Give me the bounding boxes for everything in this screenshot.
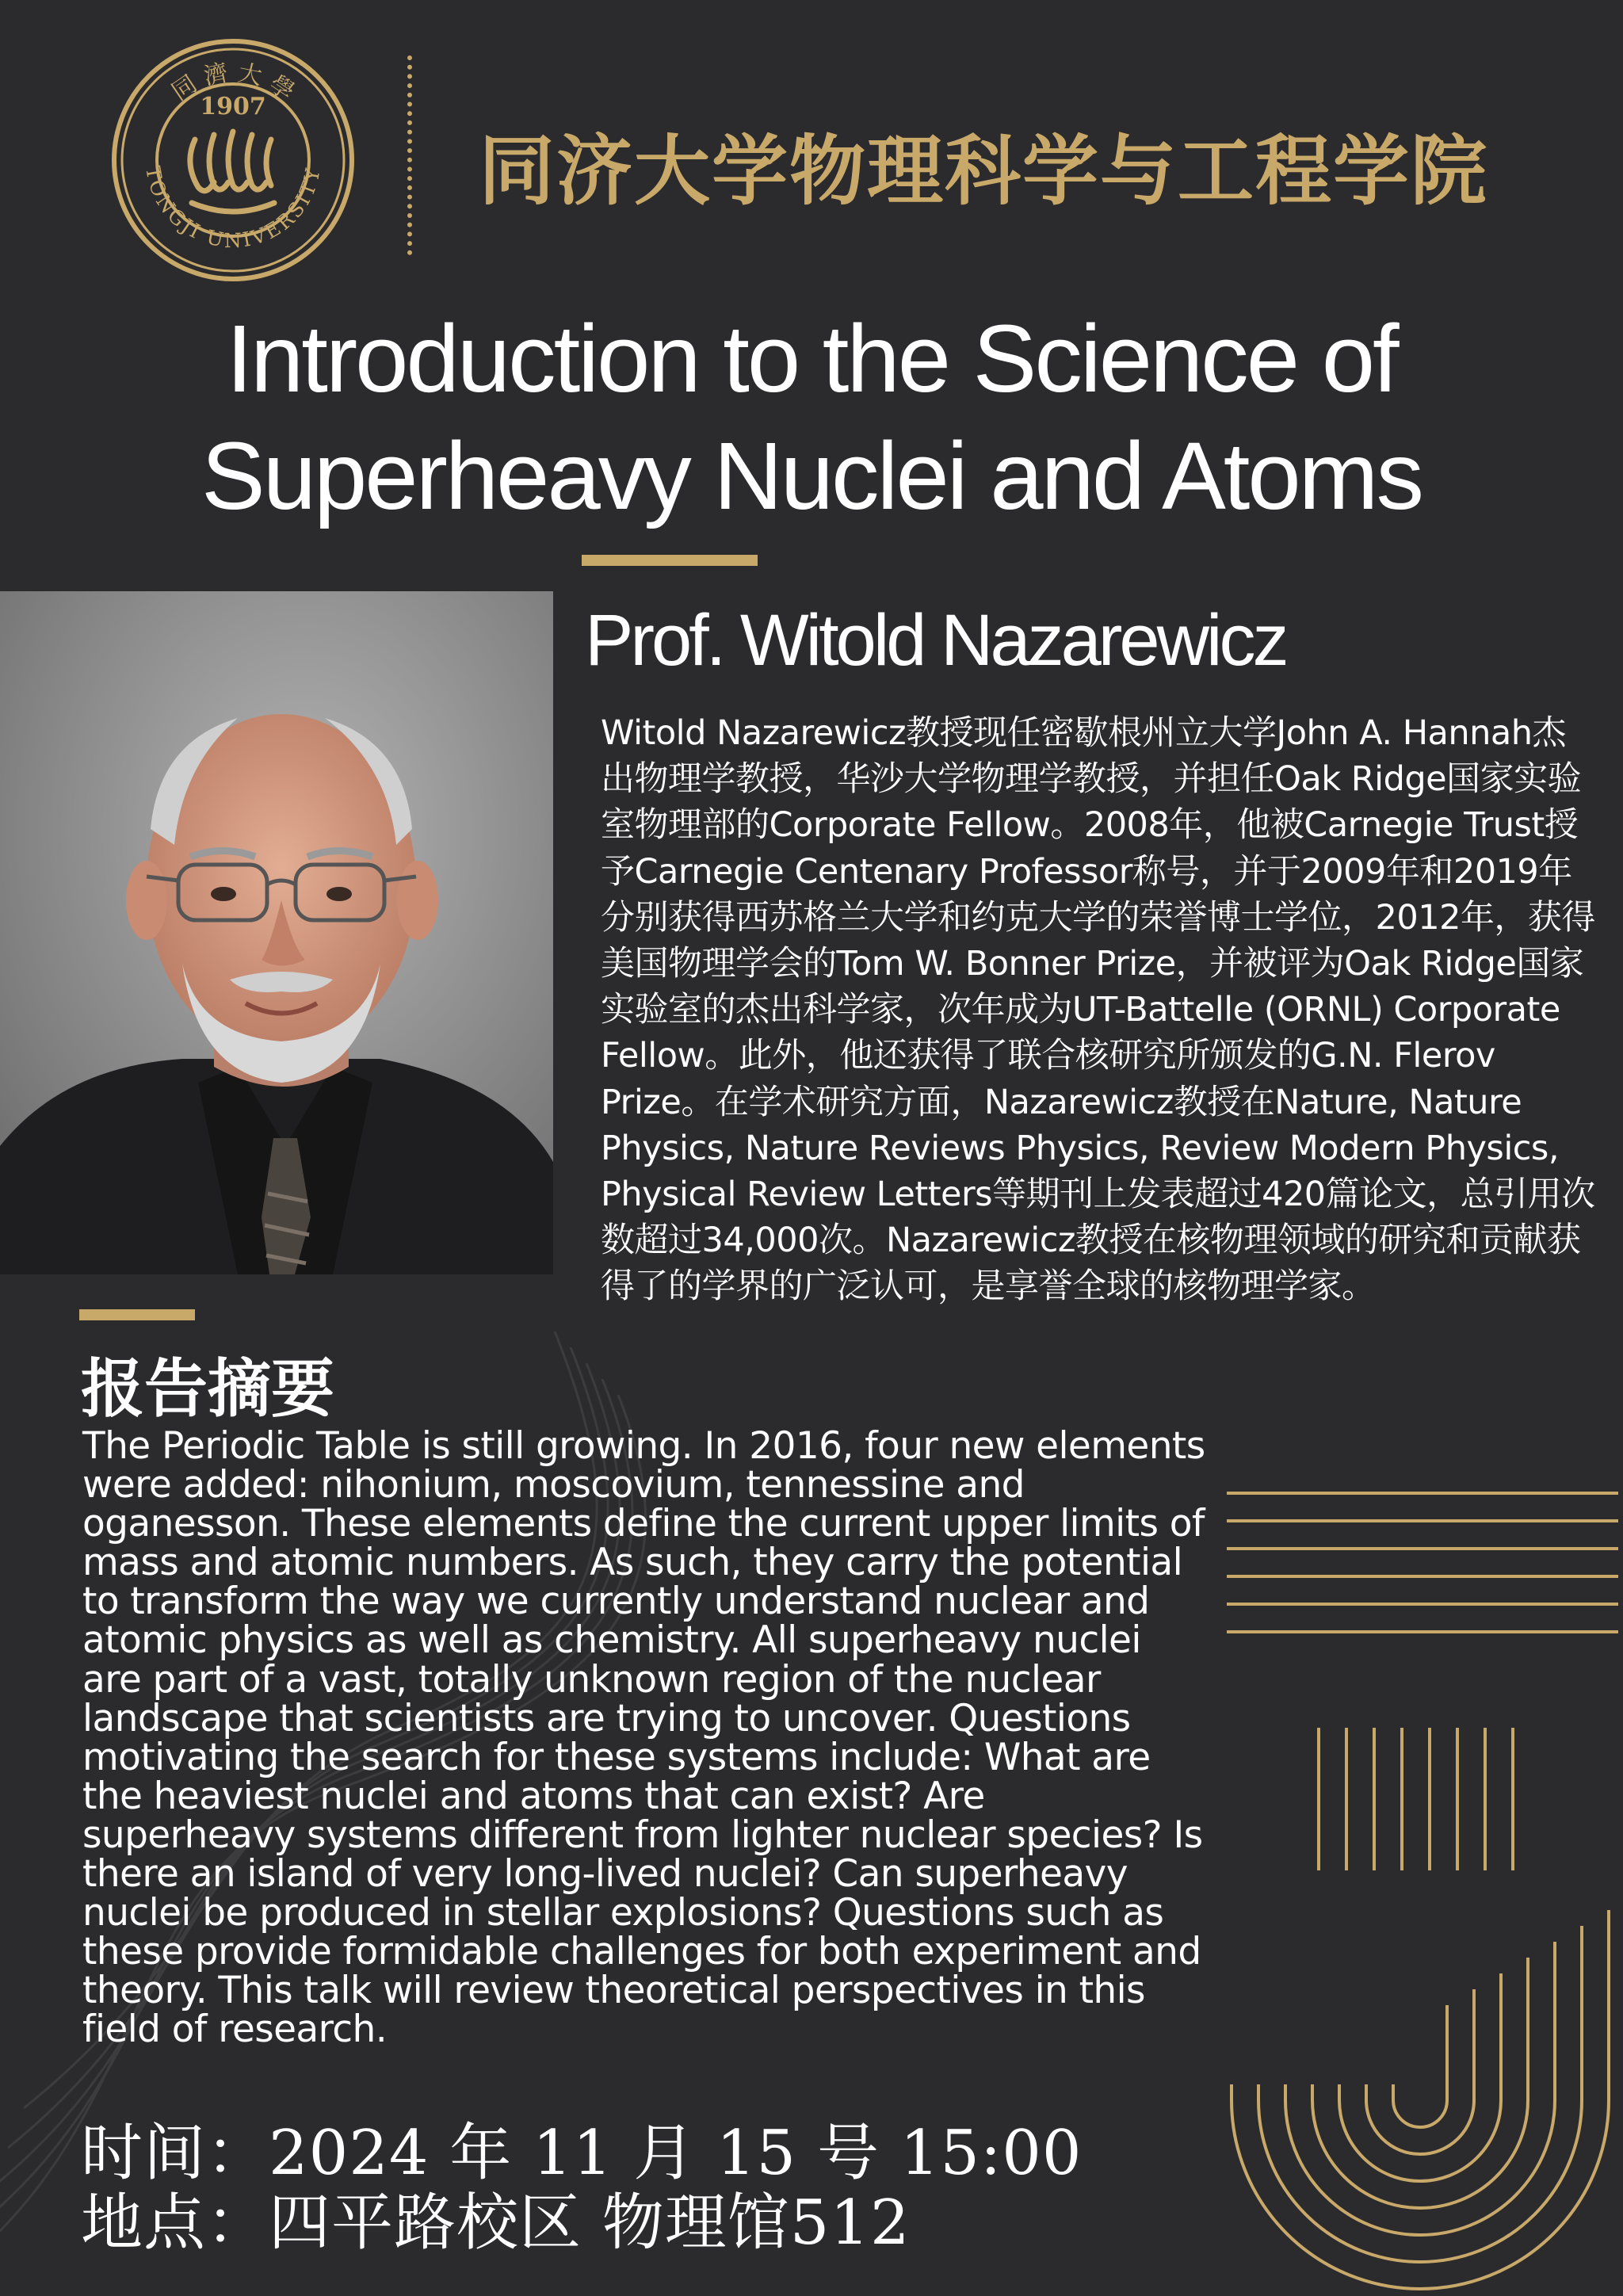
- talk-title: [0, 300, 1623, 534]
- concentric-arcs-decoration: [1227, 1910, 1623, 2296]
- abstract-text: The Periodic Table is still growing. In 2016, four new elements were added: nihonium, moscovium, tennessine and oganesson. These elements define the current upper limits of mass and atomic numbers. As such, they carry the potential to transform the way we currently understand nuclear and atomic physics as well as chemistry. All superheavy nuclei are part of a vast, totally unknown region of the nuclear landscape that scientists are trying to uncover. Questions motivating the search for these systems include: What are the heaviest nuclei and atoms that can exist? Are superheavy systems different from lighter nuclear species? Is there an island of very long-lived nuclei? Can superheavy nuclei be produced in stellar explosions? Questions such as these provide formidable challenges for both experiment and theory. This talk will review theoretical perspectives in this field of research.: [82, 1424, 1205, 2052]
- event-time: 时间：2024 年 11 月 15 号 15:00: [81, 2118, 1083, 2189]
- tongji-university-logo: [109, 36, 357, 284]
- title-underline: [582, 555, 758, 566]
- event-venue: 地点：四平路校区 物理馆512: [81, 2187, 911, 2259]
- abstract-heading-bar: [79, 1309, 195, 1320]
- logo-chinese-name: 同 濟 大 學: [166, 59, 300, 107]
- logo-emblem-icon: [190, 132, 274, 212]
- speaker-photo: [0, 591, 553, 1274]
- logo-year: 1907: [200, 93, 266, 120]
- speaker-name: Prof. Witold Nazarewicz: [585, 600, 1286, 681]
- institute-name: 同济大学物理科学与工程学院: [479, 127, 1488, 216]
- horizontal-lines-decoration: [1227, 1485, 1618, 1660]
- vertical-lines-decoration: [1316, 1728, 1537, 1870]
- speaker-bio: Witold Nazarewicz教授现任密歇根州立大学John A. Hannah杰出物理学教授，华沙大学物理学教授，并担任Oak Ridge国家实验室物理部的Corporate Fellow。2008年，他被Carnegie Trust授予Carnegie Centenary Professor称号，并于2009年和2019年分别获得西苏格兰大学和约克大学的荣誉博士学位，2012年，获得美国物理学会的Tom W. Bonner Prize，并被评为Oak Ridge国家实验室的杰出科学家，次年成为UT-Battelle (ORNL) Corporate Fellow。此外，他还获得了联合核研究所颁发的G.N. Flerov Prize。在学术研究方面，Nazarewicz教授在Nature, Nature Physics, Nature Reviews Physics, Review Modern Physics, Physical Review Letters等期刊上发表超过420篇论文，总引用次数超过34,000次。Nazarewicz教授在核物理领域的研究和贡献获得了的学界的广泛认可，是享誉全球的核物理学家。: [601, 713, 1595, 1307]
- header-divider: [407, 55, 412, 255]
- talk-title-line-1: Introduction to the Science of: [226, 304, 1397, 412]
- abstract-heading: 报告摘要: [81, 1352, 334, 1426]
- talk-title-line-2: Superheavy Nuclei and Atoms: [201, 422, 1422, 529]
- logo-english-name: TONGJI UNIVERSITY: [141, 164, 325, 253]
